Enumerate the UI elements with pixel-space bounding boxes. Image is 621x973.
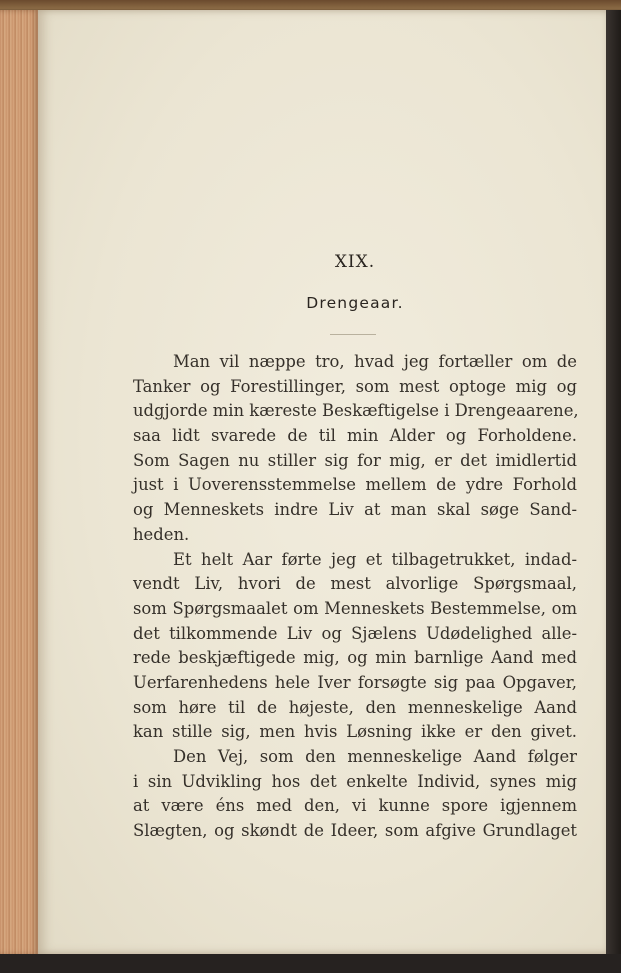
text-line: det tilkommende Liv og Sjælens Udødelighed alle- <box>133 623 577 643</box>
text-line: rede beskjæftigede mig, og min barnlige Aand med <box>133 648 577 668</box>
chapter-number: XIX. <box>334 252 376 272</box>
text-line: og Menneskets indre Liv at man skal søge Sand- <box>133 500 577 520</box>
text-line: som Spørgsmaalet om Menneskets Bestemmelse, om <box>133 598 577 618</box>
chapter-title: Drengeaar. <box>306 294 404 312</box>
text-line: Et helt Aar førte jeg et tilbagetrukket, indad- <box>173 549 577 569</box>
body-text <box>133 350 577 844</box>
text-line: udgjorde min kæreste Beskæftigelse i Drengeaarene, <box>133 401 579 421</box>
text-line: i sin Udvikling hos det enkelte Individ, synes mig <box>133 771 577 791</box>
page-edges <box>0 10 40 955</box>
text-line: Som Sagen nu stiller sig for mig, er det imidlertid <box>133 450 577 470</box>
text-line: som høre til de højeste, den menneskelige Aand <box>133 697 577 717</box>
section-rule <box>330 334 376 335</box>
book-right-edge <box>606 10 621 973</box>
text-line: vendt Liv, hvori de mest alvorlige Spørgsmaal, <box>133 574 577 594</box>
text-line: saa lidt svarede de til min Alder og Forholdene. <box>133 426 577 446</box>
text-line: at være éns med den, vi kunne spore igjennem <box>133 796 577 816</box>
text-line: kan stille sig, men hvis Løsning ikke er den givet. <box>133 722 577 742</box>
text-line: heden. <box>133 524 190 544</box>
scan-bottom-edge <box>0 954 621 973</box>
text-line: just i Uoverensstemmelse mellem de ydre Forhold <box>133 475 577 495</box>
text-line: Uerfarenhedens hele Iver forsøgte sig paa Opgaver, <box>133 672 577 692</box>
text-line: Tanker og Forestillinger, som mest optoge mig og <box>133 376 577 396</box>
text-line: Man vil næppe tro, hvad jeg fortæller om de <box>173 352 577 371</box>
text-line: Den Vej, som den menneskelige Aand følger <box>173 747 577 766</box>
text-line: Slægten, og skøndt de Ideer, som afgive Grundlaget <box>133 821 577 841</box>
